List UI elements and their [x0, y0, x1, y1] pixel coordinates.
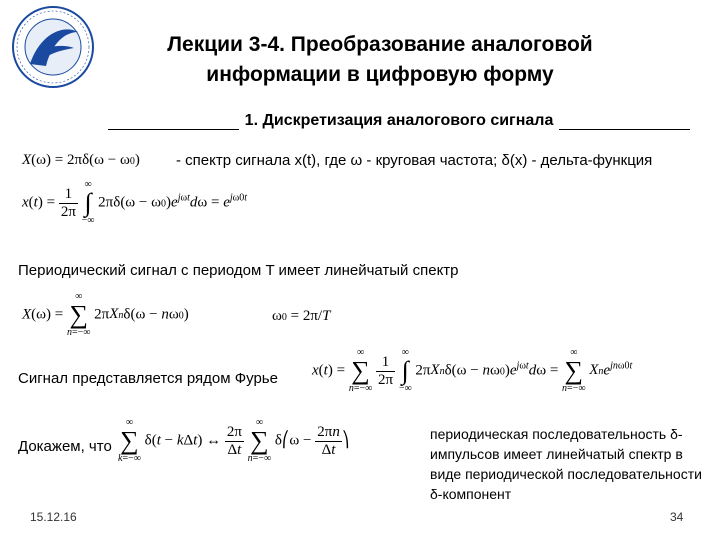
fourier-series-text: Сигнал представляется рядом Фурье [18, 370, 278, 387]
page-title: Лекции 3-4. Преобразование аналоговой информации в цифровую форму [167, 33, 593, 86]
prove-text: Докажем, что [18, 438, 112, 455]
heading-rule-right [559, 115, 690, 130]
section-title: 1. Дискретизация аналогового сигнала [244, 112, 554, 129]
equation-fourier-series: x(t) = ∞ ∑ n=−∞ $\frac{1}{2\pi}$ ∞ ∫ −∞ $2\pi Xn\delta(\omega - n\omega 0)e^{j\omega t}d\omega$ = ∞ ∑ n=−∞ Xne$^{jn\omega 0t}$ [312, 347, 633, 394]
equation-spectrum: X(ω) = 2πδ(ω − ω0) [22, 152, 140, 168]
equation-omega0: ω0 = 2π/T [272, 308, 331, 324]
footer-date: 15.12.16 [30, 510, 77, 524]
conclusion-note: периодическая последовательность δ-импульсов имеет линейчатый спектр в виде периодической последовательности δ-компонент [430, 426, 702, 502]
equation-spectrum-description: - спектр сигнала x(t), где ω - круговая частота; δ(x) - дельта-функция [176, 152, 653, 169]
section-heading [108, 112, 690, 130]
periodic-signal-text: Периодический сигнал с периодом T имеет линейчатый спектр [18, 262, 459, 279]
equation-inverse-transform: x(t) = $\frac{1}{2\pi}$ ∞ ∫ −∞ $2\pi\delta(\omega - \omega 0)e^{j\omega t}d\omega = e^{j\omega 0t}$ [22, 179, 248, 226]
equation-delta-train: ∞ ∑ k=−∞ δ(t − kΔt) ↔ $\frac{2\pi}{\Delta t}$ ∞ ∑ n=−∞ δ⎛ω − $\frac{2\pi n}{\Delta t}$ ⎞ [118, 417, 350, 464]
page-number: 34 [670, 510, 684, 524]
heading-rule-left [108, 115, 239, 130]
equation-line-spectrum: X(ω) = ∞ ∑ n=−∞ 2πXnδ(ω − nω0) [22, 291, 189, 338]
university-logo [8, 4, 98, 90]
